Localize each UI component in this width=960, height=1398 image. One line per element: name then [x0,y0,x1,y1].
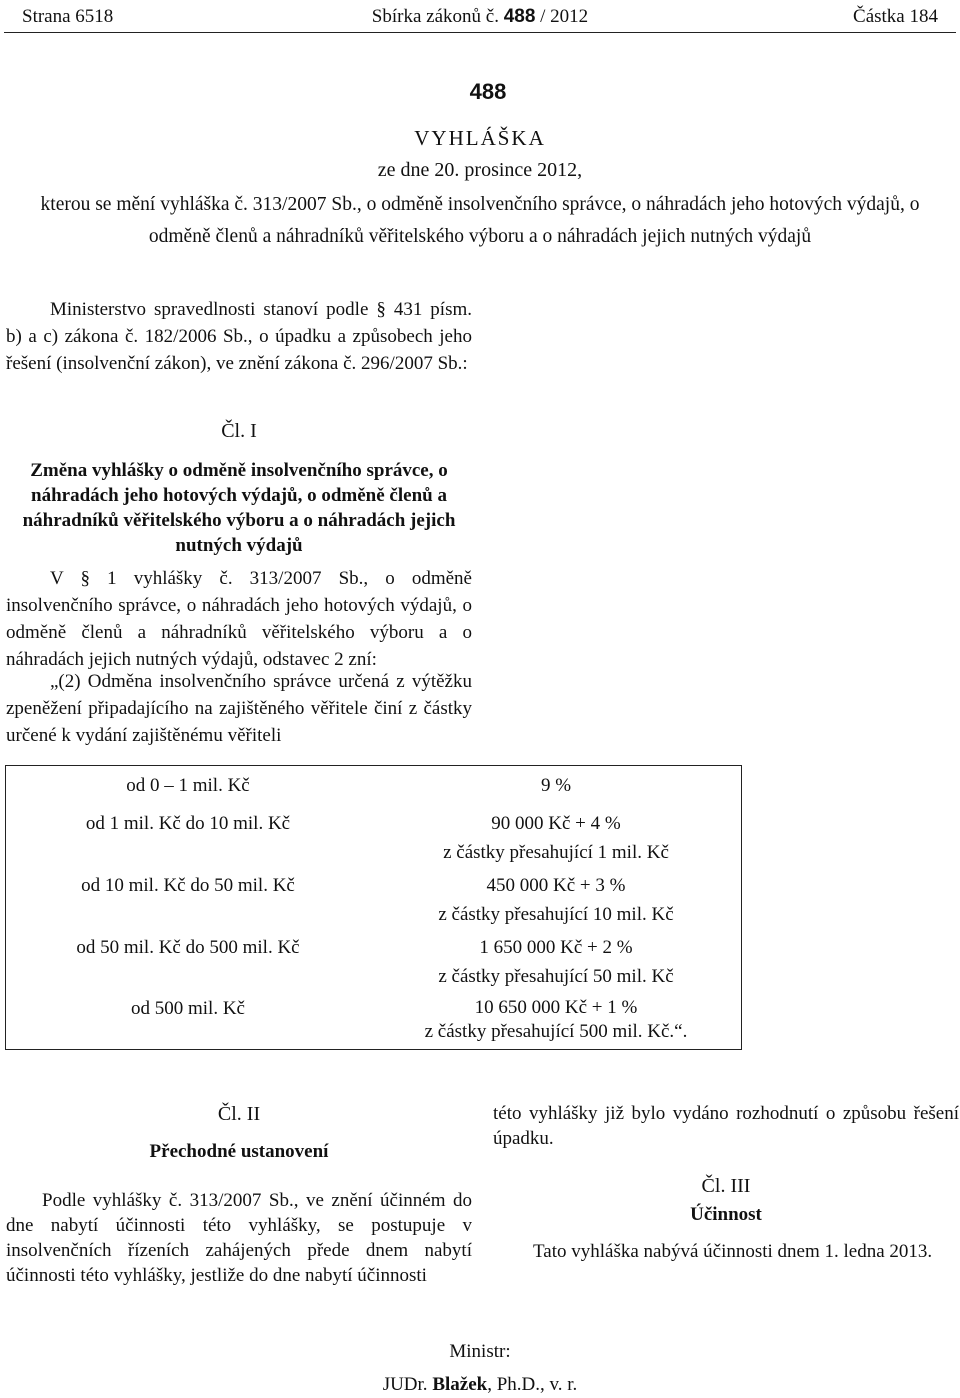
table-cell-range: od 10 mil. Kč do 50 mil. Kč [81,875,295,896]
signature-title: JUDr. [382,1374,428,1395]
rate-note: z částky přesahující 10 mil. Kč [438,904,674,925]
collection-prefix: Sbírka zákonů č. [371,6,499,27]
article-3-body: Tato vyhláška nabývá účinnosti dnem 1. ledna 2013. [533,1241,933,1262]
page-number: Strana 6518 [22,6,114,27]
article-1-quote: „(2) Odměna insolvenčního správce určená z výtěžku zpeněžení připadajícího na zajištěného věřitele činí z částky určené k vydání zajištěnému věřiteli [6,671,472,746]
table-cell-rate [370,809,742,867]
article-1-heading: Čl. I [221,420,257,442]
header-divider [4,32,956,33]
table-cell-rate [370,774,742,799]
signature-label: Ministr: [449,1341,511,1362]
article-2-body: Podle vyhlášky č. 313/2007 Sb., ve znění účinném do dne nabytí účinnosti této vyhlášky, se postupuje v insolvenčních řízeních zahájených přede dnem nabytí účinnosti této vyhlášky, jestliže do dne nabytí účinnosti [6,1190,472,1286]
document-date: ze dne 20. prosince 2012, [377,159,583,181]
article-3-heading: Čl. III [701,1175,751,1197]
table-cell-range: od 1 mil. Kč do 10 mil. Kč [85,813,291,834]
intro-paragraph: Ministerstvo spravedlnosti stanoví podle § 431 písm. b) a c) zákona č. 182/2006 Sb., o úpadku a způsobech jeho řešení (insolvenční zákon), ve znění zákona č. 296/2007 Sb.: [6,299,472,374]
article-2-continuation: této vyhlášky již bylo vydáno rozhodnutí o způsobu řešení úpadku. [493,1103,959,1149]
table-cell-range: od 0 – 1 mil. Kč [126,775,250,796]
signature-name [0,1373,960,1398]
fee-table [5,765,742,1050]
collection-suffix: / 2012 [540,6,589,27]
table-cell-rate [370,871,742,929]
article-1-title: Změna vyhlášky o odměně insolvenčního správce, o náhradách jeho hotových výdajů, o odměně členů a náhradníků věřitelského výboru a o náhradách jejich nutných výdajů [22,460,456,556]
document-subject: kterou se mění vyhláška č. 313/2007 Sb., o odměně insolvenčního správce, o náhradách jeho hotových výdajů, o odměně členů a náhradníků věřitelského výboru a o náhradách jejich nutných výdajů [40,194,920,247]
rate-value: 1 650 000 Kč + 2 % [479,937,633,958]
table-cell-range: od 500 mil. Kč [131,998,245,1019]
rate-note: z částky přesahující 1 mil. Kč [443,842,669,863]
page-header [0,0,960,34]
table-cell-rate [370,996,742,1044]
rate-value: 90 000 Kč + 4 % [491,813,621,834]
article-3-title: Účinnost [690,1204,762,1225]
table-cell-range: od 50 mil. Kč do 500 mil. Kč [76,937,300,958]
rate-value: 450 000 Kč + 3 % [486,875,626,896]
article-2-heading: Čl. II [217,1103,261,1125]
document-number: 488 [469,79,507,104]
rate-value: 9 % [540,775,572,796]
collection-number: 488 [503,6,536,27]
collection-reference [0,5,960,30]
document-type: VYHLÁŠKA [414,126,546,150]
table-cell-rate [370,933,742,991]
article-2-title: Přechodné ustanovení [149,1141,329,1162]
rate-note: z částky přesahující 50 mil. Kč [438,966,674,987]
article-1-body: V § 1 vyhlášky č. 313/2007 Sb., o odměně insolvenčního správce, o náhradách jeho hotových výdajů, o odměně členů a náhradníků věřitelského výboru a o náhradách jejich nutných výdajů, odstavec 2 zní: [6,568,472,670]
part-number: Částka 184 [853,6,938,27]
signature-suffix: , Ph.D., v. r. [487,1374,578,1395]
rate-value: 10 650 000 Kč + 1 % [474,997,638,1018]
rate-note: z částky přesahující 500 mil. Kč.“. [424,1021,688,1042]
signature-surname: Blažek [432,1374,488,1395]
